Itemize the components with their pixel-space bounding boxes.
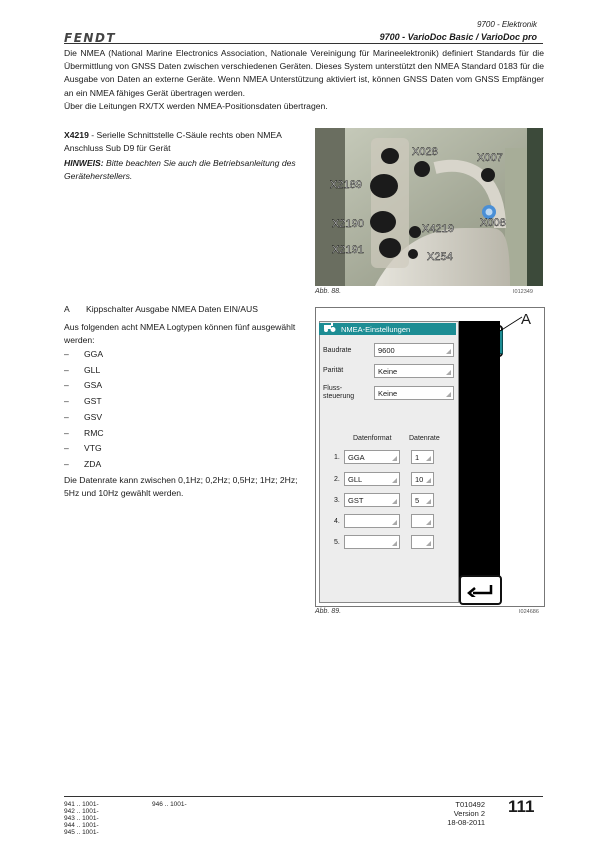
footer-model-codes: 941 .. 1001- 942 .. 1001- 943 .. 1001- 944 .. 1001- 945 .. 1001- [64, 801, 99, 836]
parity-select[interactable]: Keine [374, 364, 454, 378]
label-x028: X028 [412, 146, 438, 158]
list-item: – RMC [64, 427, 104, 438]
format-select-4[interactable] [344, 514, 400, 528]
footer-model-code-mid: 946 .. 1001- [152, 801, 187, 808]
figure-89-nmea-screen [315, 307, 545, 607]
rate-select-5[interactable] [411, 535, 434, 549]
figure-88-image-id: I012349 [513, 289, 533, 295]
note-label: HINWEIS: [64, 158, 104, 168]
row-number: 4. [334, 518, 340, 525]
list-item: – GST [64, 396, 102, 407]
column-datenformat: Datenformat [353, 435, 392, 442]
fendt-logo: FENDT [64, 31, 117, 45]
label-x008: X008 [480, 217, 506, 229]
screen-title-bar [319, 323, 456, 335]
baudrate-select[interactable]: 9600 [374, 343, 454, 357]
figure-89-image-id: I024686 [519, 609, 539, 615]
rate-select-2[interactable]: 10 [411, 472, 434, 486]
format-select-2[interactable]: GLL [344, 472, 400, 486]
baudrate-label: Baudrate [323, 347, 352, 354]
datarate-text: Die Datenrate kann zwischen 0,1Hz; 0,2Hz; 0,5Hz; 1Hz; 2Hz; 5Hz und 10Hz gewählt werden. [64, 474, 298, 498]
section-a-marker: A [64, 304, 70, 314]
parity-label: Parität [323, 367, 344, 374]
footer-doc-info [425, 800, 485, 827]
x4219-code: X4219 [64, 130, 89, 140]
row-number: 3. [334, 497, 340, 504]
label-x2191: X2191 [332, 244, 364, 256]
rate-select-4[interactable] [411, 514, 434, 528]
header-chapter: 9700 - Elektronik [476, 20, 537, 29]
label-x4219: X4219 [422, 223, 454, 235]
rate-select-1[interactable]: 1 [411, 450, 434, 464]
list-item: – GLL [64, 364, 101, 375]
list-item: – VTG [64, 443, 102, 454]
note-text: Bitte beachten Sie auch die Betriebsanleitung des Geräteherstellers. [64, 158, 296, 181]
format-select-5[interactable] [344, 535, 400, 549]
row-number: 5. [334, 539, 340, 546]
label-x254: X254 [427, 251, 453, 263]
column-datenrate: Datenrate [409, 435, 440, 442]
connector-photo-illustration [315, 128, 543, 286]
rate-select-3[interactable]: 5 [411, 493, 434, 507]
callout-a: A [521, 311, 532, 328]
function-key-bar [459, 321, 500, 601]
intro-paragraph-1: Die NMEA (National Marine Electronics Association, Nationale Vereinigung für Marineelektronik) definiert Standards für die Übermittlung von GNSS Daten zwischen verschiedenen Geräten. Dieses System unterstützt den NMEA Standard 0183 für die Ausgabe von Daten an externe Geräte. Wenn NMEA Unterstützung aktiviert ist, können GNSS Daten vom GNSS Empfänger an ein NMEA fähiges Gerät übertragen werden. [64, 48, 544, 98]
header-rule [64, 43, 543, 44]
figure-88-photo [315, 128, 543, 286]
section-a-title: Kippschalter Ausgabe NMEA Daten EIN/AUS [86, 304, 258, 314]
note-hinweis [64, 157, 300, 182]
format-select-1[interactable]: GGA [344, 450, 400, 464]
logtypes-lead: Aus folgenden acht NMEA Logtypen können fünf ausgewählt werden: [64, 322, 296, 345]
list-item: – GSV [64, 411, 103, 422]
label-x2190: X2190 [332, 218, 364, 230]
doc-date: 18-08-2011 [447, 818, 485, 827]
flow-control-label: Fluss- steuerung [323, 385, 355, 400]
row-number: 1. [334, 454, 340, 461]
footer-rule [64, 796, 543, 797]
return-arrow-icon [467, 583, 495, 602]
doc-version: Version 2 [453, 809, 485, 818]
flow-control-select[interactable]: Keine [374, 386, 454, 400]
format-select-3[interactable]: GST [344, 493, 400, 507]
list-item: – GSA [64, 380, 103, 391]
section-a [64, 303, 300, 500]
screen-title: NMEA-Einstellungen [341, 325, 411, 334]
list-item: – GGA [64, 349, 104, 359]
list-item: – ZDA [64, 458, 102, 469]
intro-text [64, 47, 544, 113]
x4219-text: - Serielle Schnittstelle C-Säule rechts oben NMEA Anschluss Sub D9 für Gerät [64, 130, 282, 153]
doc-number: T010492 [455, 800, 485, 809]
row-number: 2. [334, 476, 340, 483]
figure-88-caption: Abb. 88. [315, 288, 342, 295]
figure-89-caption: Abb. 89. [315, 608, 342, 615]
intro-paragraph-2: Über die Leitungen RX/TX werden NMEA-Positionsdaten übertragen. [64, 100, 328, 111]
back-button[interactable] [459, 575, 502, 605]
tractor-icon [323, 323, 341, 336]
label-x2189: X2189 [330, 179, 362, 191]
header-title: 9700 - VarioDoc Basic / VarioDoc pro [379, 32, 537, 42]
page-number: 111 [508, 797, 535, 816]
label-x007: X007 [477, 152, 503, 164]
x4219-description [64, 129, 300, 154]
